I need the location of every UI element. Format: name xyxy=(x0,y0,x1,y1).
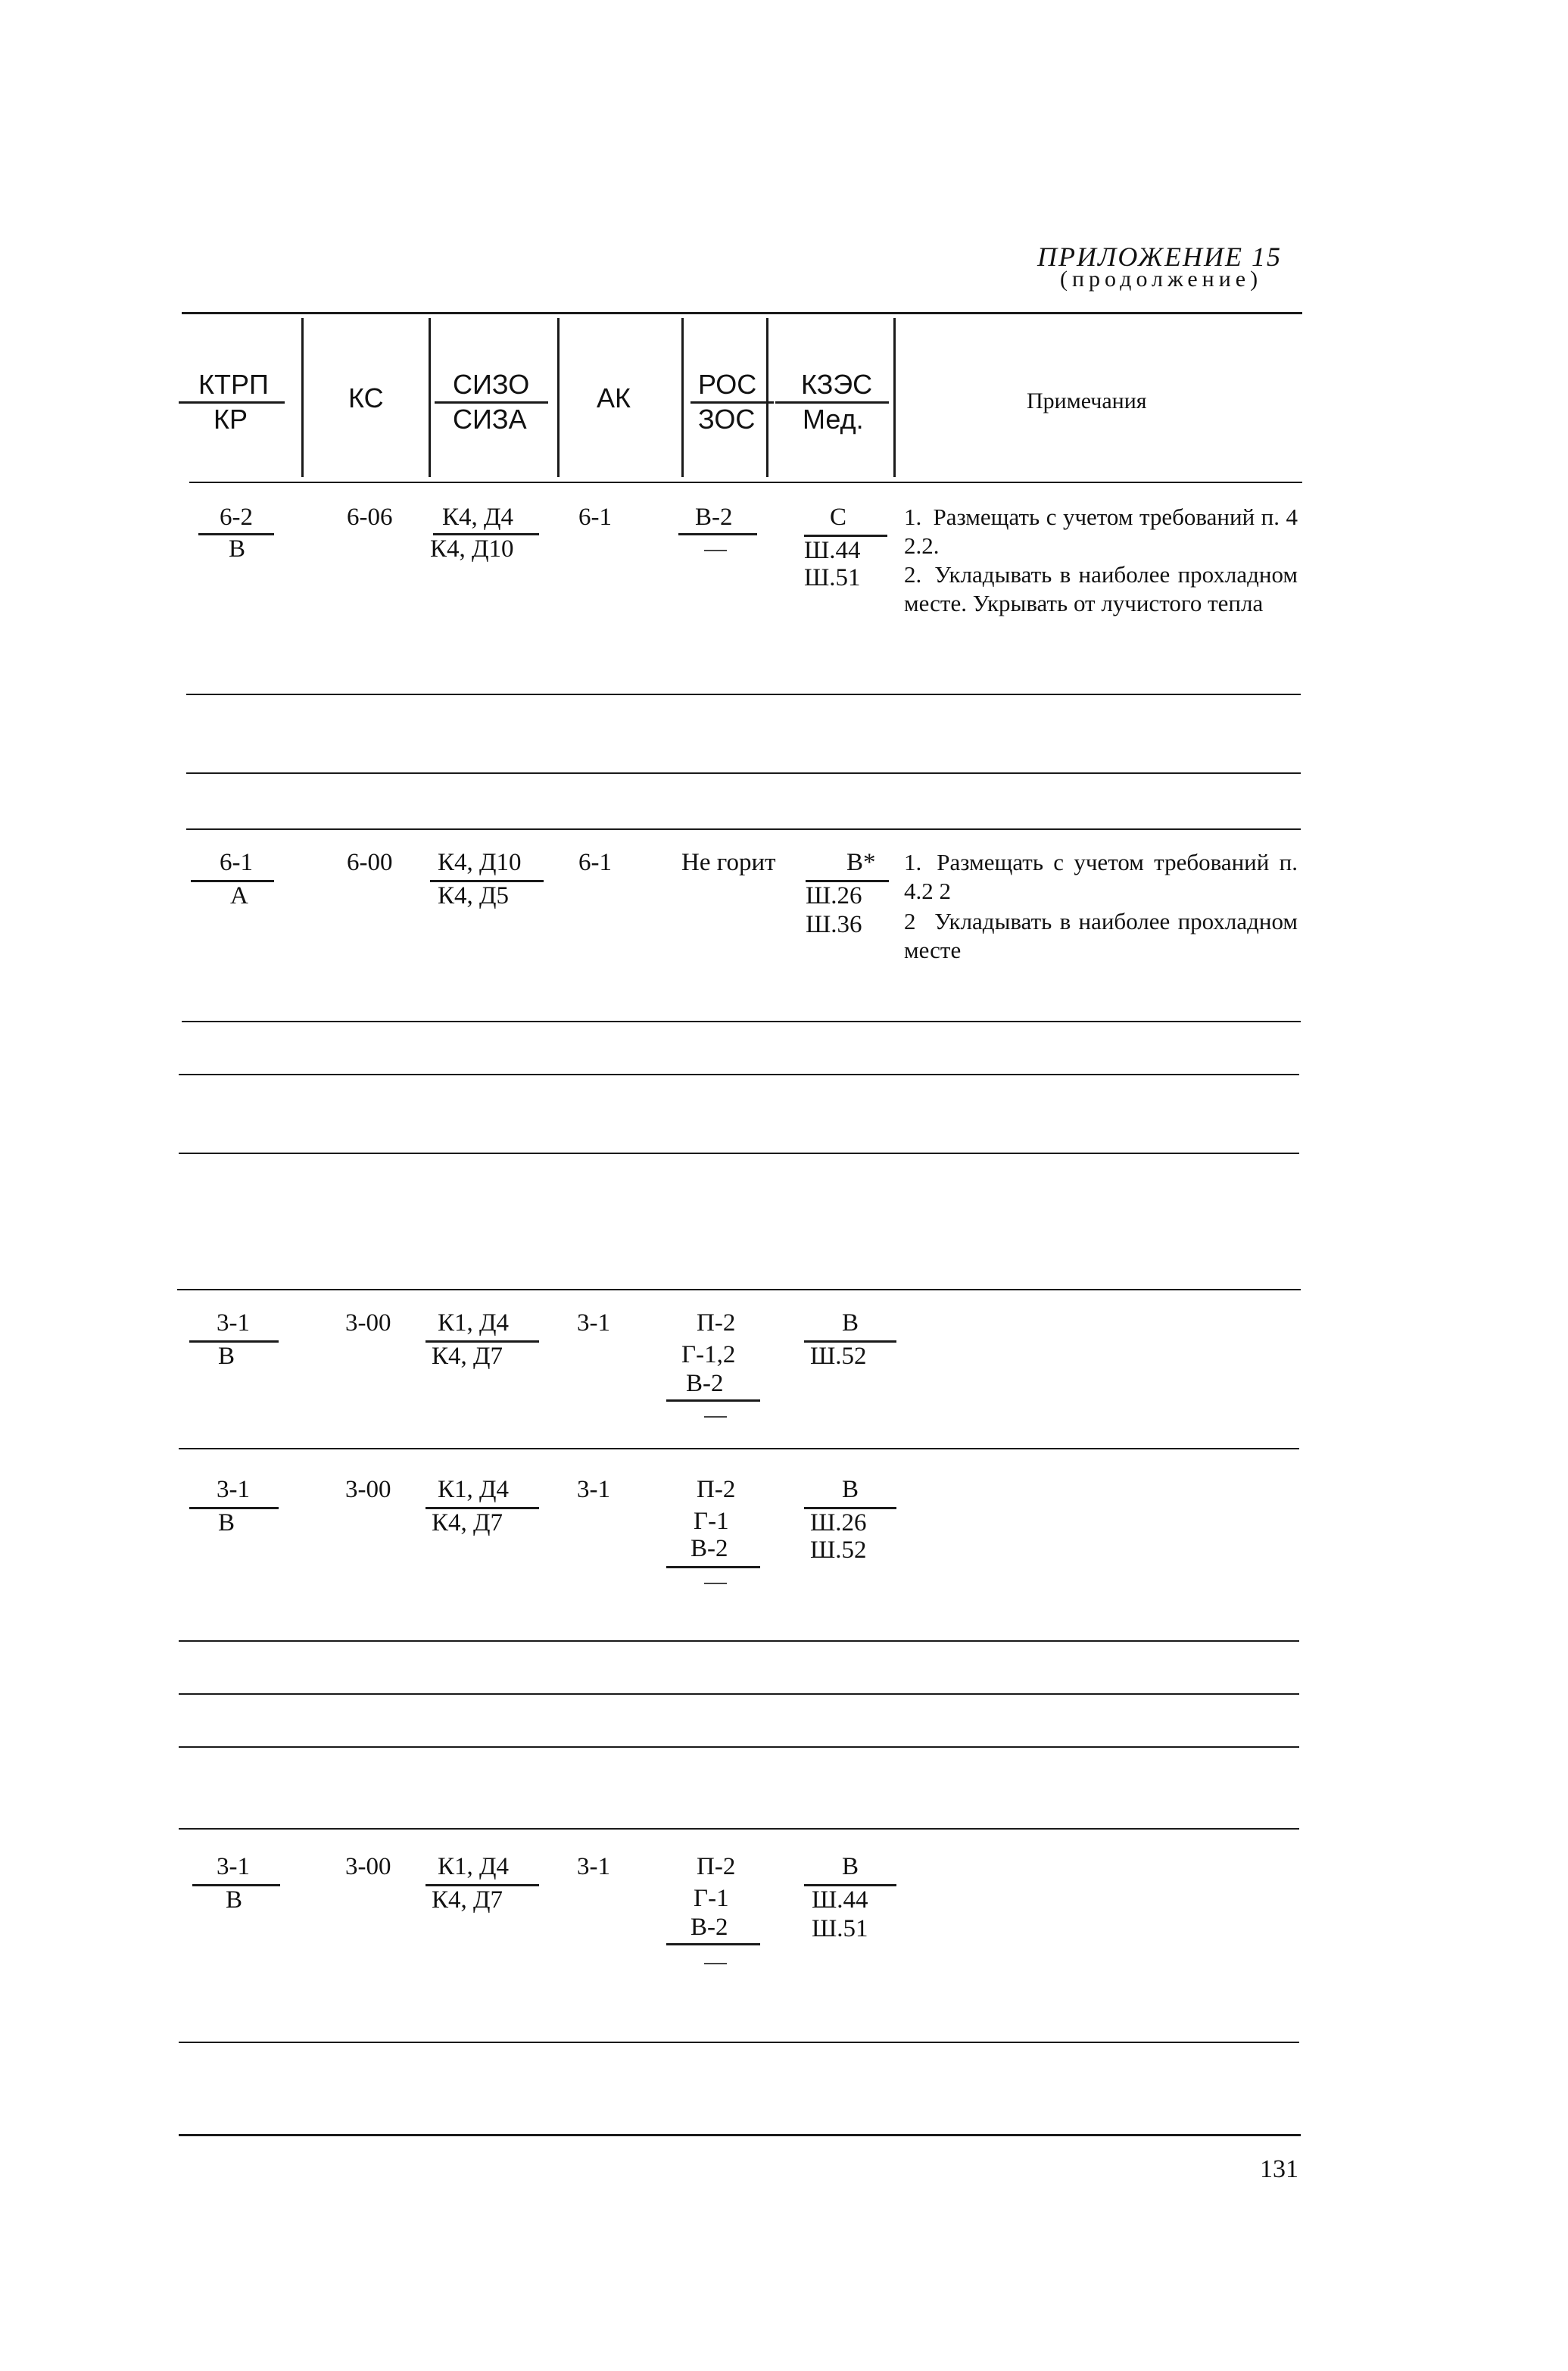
cell-ks: 6-06 xyxy=(347,504,393,531)
header-ktrp: КТРП xyxy=(198,369,269,400)
cell-ros: П-2 xyxy=(697,1853,736,1880)
header-divider xyxy=(301,318,304,477)
cell-ros: Г-1,2 xyxy=(681,1341,736,1368)
row-rule xyxy=(179,1074,1299,1075)
cell-ros: В-2 xyxy=(690,1914,728,1941)
cell-sizo: К1, Д4 xyxy=(438,1309,510,1337)
page-number: 131 xyxy=(1260,2155,1298,2183)
note-number: 1. xyxy=(904,849,922,875)
row-rule xyxy=(186,828,1301,830)
cell-med: Ш.51 xyxy=(812,1915,868,1942)
note-text: Размещать с учетом требований п. 4 2.2. xyxy=(904,504,1298,559)
row-rule xyxy=(179,1828,1299,1830)
cell-med: Ш.36 xyxy=(806,911,862,938)
cell-note xyxy=(904,907,1298,965)
row-rule xyxy=(179,1746,1299,1748)
header-ks: КС xyxy=(348,382,384,413)
cell-ros: В-2 xyxy=(686,1370,724,1397)
row-rule xyxy=(179,1153,1299,1154)
appendix-subtitle: (продолжение) xyxy=(1060,267,1263,292)
row-rule xyxy=(186,694,1301,695)
cell-kr: А xyxy=(230,882,248,909)
note-text: Укладывать в наиболее прохладном месте. Укрывать от лучистого тепла xyxy=(904,561,1298,616)
cell-ktrp: 6-1 xyxy=(220,849,253,876)
cell-ros: В-2 xyxy=(690,1535,728,1562)
cell-ktrp: 6-2 xyxy=(220,504,253,531)
header-divider xyxy=(893,318,896,477)
table-top-rule xyxy=(182,312,1302,314)
header-zos: ЗОС xyxy=(698,404,756,435)
cell-med: Ш.26 xyxy=(806,882,862,909)
cell-ros: П-2 xyxy=(697,1476,736,1503)
cell-kzes: С xyxy=(830,504,847,531)
cell-sizo: К4, Д10 xyxy=(438,849,522,876)
cell-kr: В xyxy=(218,1509,235,1536)
cell-ak: 3-1 xyxy=(577,1476,610,1503)
cell-med: Ш.52 xyxy=(810,1536,867,1564)
cell-ros-fraction-line xyxy=(666,1943,760,1945)
cell-siza: К4, Д7 xyxy=(432,1509,503,1536)
cell-ros-fraction-line xyxy=(666,1566,760,1568)
header-divider xyxy=(557,318,560,477)
header-bottom-rule xyxy=(189,482,1302,483)
header-med: Мед. xyxy=(803,404,864,435)
cell-med: Ш.44 xyxy=(812,1886,868,1914)
cell-med: Ш.44 xyxy=(804,537,861,564)
header-ak: АК xyxy=(597,382,631,413)
cell-sizo: К4, Д4 xyxy=(442,504,514,531)
cell-sizo: К1, Д4 xyxy=(438,1476,510,1503)
row-rule xyxy=(179,1448,1299,1449)
cell-ks: 3-00 xyxy=(345,1476,391,1503)
cell-ros: Г-1 xyxy=(694,1885,729,1912)
cell-ros-dash-mark xyxy=(704,550,727,551)
header-siza: СИЗА xyxy=(453,404,527,435)
header-kr: КР xyxy=(214,404,248,435)
cell-kzes: В xyxy=(842,1309,859,1337)
cell-siza: К4, Д10 xyxy=(430,535,514,563)
cell-sizo: К1, Д4 xyxy=(438,1853,510,1880)
cell-ktrp: 3-1 xyxy=(217,1476,250,1503)
header-divider xyxy=(681,318,684,477)
cell-ak: 3-1 xyxy=(577,1853,610,1880)
cell-ros-dash-mark xyxy=(704,1416,727,1418)
cell-ros-dash-mark xyxy=(704,1963,727,1964)
cell-ros: В-2 xyxy=(695,504,733,531)
row-rule xyxy=(179,1640,1299,1642)
note-text: Размещать с учетом требований п. 4.2 2 xyxy=(904,849,1298,904)
cell-med: Ш.51 xyxy=(804,564,861,591)
cell-ros: П-2 xyxy=(697,1309,736,1337)
row-rule xyxy=(177,1289,1301,1290)
cell-kzes: В xyxy=(842,1853,859,1880)
cell-med: Ш.26 xyxy=(810,1509,867,1536)
cell-ktrp: 3-1 xyxy=(217,1309,250,1337)
cell-ros-fraction-line xyxy=(666,1399,760,1402)
cell-ktrp: 3-1 xyxy=(217,1853,250,1880)
cell-kr: В xyxy=(218,1343,235,1370)
cell-ks: 3-00 xyxy=(345,1309,391,1337)
cell-note xyxy=(904,560,1298,618)
cell-siza: К4, Д5 xyxy=(438,882,510,909)
table-bottom-rule xyxy=(179,2134,1301,2136)
cell-kr: В xyxy=(229,535,246,563)
cell-ros-dash-mark xyxy=(704,1583,727,1584)
cell-kzes: В* xyxy=(846,849,876,876)
cell-ak: 6-1 xyxy=(578,849,612,876)
note-number: 2 xyxy=(904,908,916,934)
cell-ros: Не горит xyxy=(681,849,776,876)
cell-siza: К4, Д7 xyxy=(432,1886,503,1914)
cell-note xyxy=(904,848,1298,906)
note-number: 1. xyxy=(904,504,922,530)
header-divider xyxy=(766,318,768,477)
cell-ros-fraction-line xyxy=(678,533,757,535)
cell-kr: В xyxy=(226,1886,243,1914)
cell-note xyxy=(904,503,1298,560)
header-notes: Примечания xyxy=(1027,388,1147,413)
cell-ks: 3-00 xyxy=(345,1853,391,1880)
cell-med: Ш.52 xyxy=(810,1343,867,1370)
header-sizo: СИЗО xyxy=(453,369,530,400)
row-rule xyxy=(179,2042,1299,2043)
cell-kzes: В xyxy=(842,1476,859,1503)
header-kzes: КЗЭС xyxy=(801,369,873,400)
header-divider xyxy=(429,318,431,477)
header-ros: РОС xyxy=(698,369,757,400)
cell-ak: 6-1 xyxy=(578,504,612,531)
cell-ks: 6-00 xyxy=(347,849,393,876)
row-rule xyxy=(182,1021,1301,1022)
cell-ros: Г-1 xyxy=(694,1508,729,1535)
appendix-title: ПРИЛОЖЕНИЕ 15 xyxy=(1037,242,1282,272)
cell-siza: К4, Д7 xyxy=(432,1343,503,1370)
row-rule xyxy=(186,772,1301,774)
row-rule xyxy=(179,1693,1299,1695)
note-text: Укладывать в наиболее прохладном месте xyxy=(904,908,1298,963)
note-number: 2. xyxy=(904,561,922,588)
cell-ak: 3-1 xyxy=(577,1309,610,1337)
